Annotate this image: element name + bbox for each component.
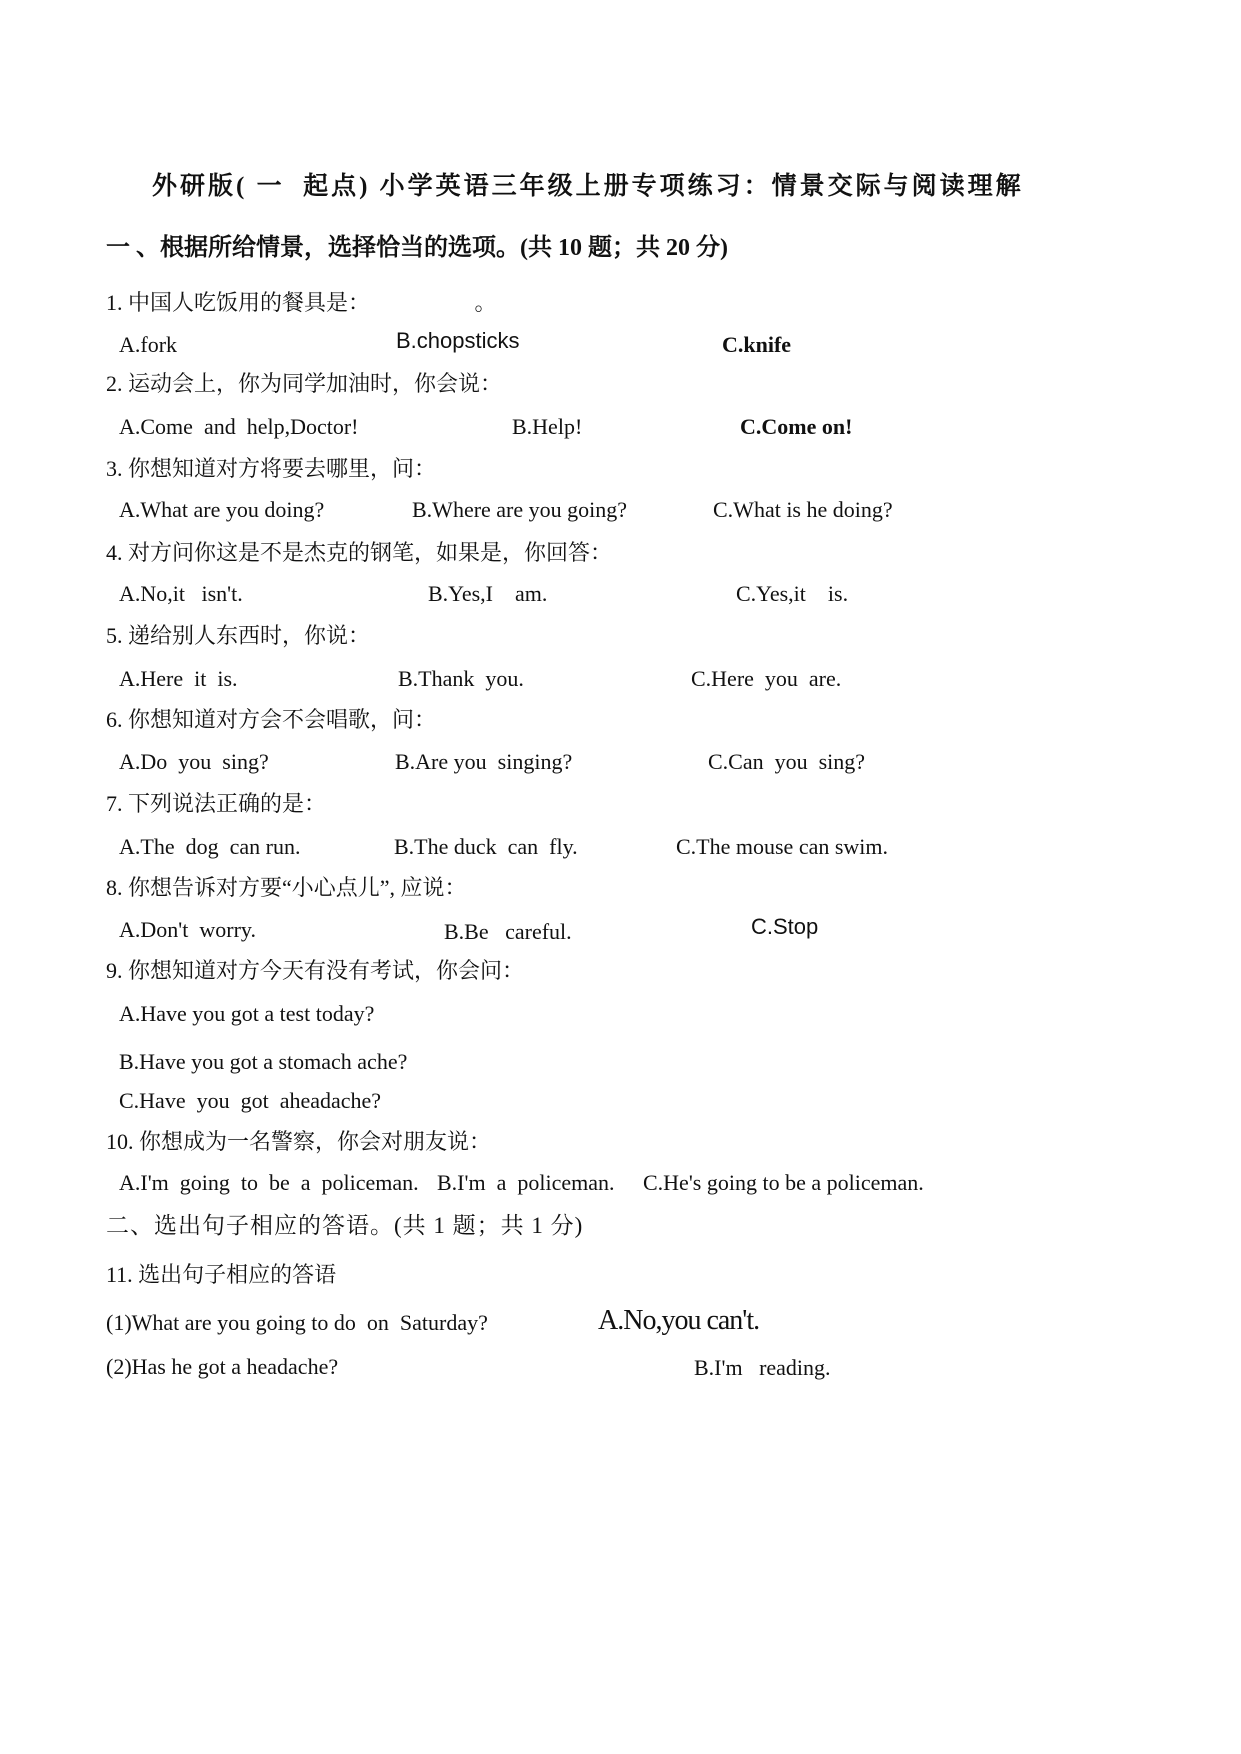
question-1-stem: 1. 中国人吃饭用的餐具是： 。 [106,290,497,315]
question-11-answer-b: B.I'm reading. [694,1355,831,1380]
question-7-stem: 7. 下列说法正确的是： [106,791,327,816]
question-5-option-c: C.Here you are. [691,666,842,691]
question-2-stem: 2. 运动会上，你为同学加油时，你会说： [106,371,503,396]
question-6-option-c: C.Can you sing? [708,749,866,774]
question-9-option-a: A.Have you got a test today? [119,1001,375,1026]
question-10-stem: 10. 你想成为一名警察，你会对朋友说： [106,1129,492,1154]
question-8-option-a: A.Don't worry. [119,917,256,942]
question-2-option-b: B.Help! [512,414,583,439]
question-11-answer-a: A.No,you can't. [598,1305,760,1336]
question-10-option-b: B.I'm a policeman. [437,1170,615,1195]
question-2-option-c: C.Come on! [740,414,853,439]
question-6-option-b: B.Are you singing? [395,749,573,774]
question-2-option-a: A.Come and help,Doctor! [119,414,359,439]
section-1-heading: 一 、根据所给情景，选择恰当的选项。(共 10 题；共 20 分) [106,235,728,261]
question-3-stem: 3. 你想知道对方将要去哪里，问： [106,456,437,481]
question-6-stem: 6. 你想知道对方会不会唱歌，问： [106,707,437,732]
question-11-sentence-2: (2)Has he got a headache? [106,1354,339,1379]
question-6-option-a: A.Do you sing? [119,749,269,774]
question-7-option-a: A.The dog can run. [119,834,301,859]
question-1-option-b: B.chopsticks [396,328,520,353]
question-3-option-c: C.What is he doing? [713,497,893,522]
question-9-option-c: C.Have you got aheadache? [119,1088,382,1113]
question-8-option-c: C.Stop [751,914,819,939]
question-9-stem: 9. 你想知道对方今天有没有考试，你会问： [106,958,525,983]
question-10-option-a: A.I'm going to be a policeman. [119,1170,419,1195]
section-2-heading: 二、选出句子相应的答语。(共 1 题；共 1 分) [106,1213,584,1238]
question-1-option-c: C.knife [722,332,792,357]
question-4-option-a: A.No,it isn't. [119,581,243,606]
question-8-option-b: B.Be careful. [444,919,572,944]
question-11-sentence-1: (1)What are you going to do on Saturday? [106,1310,488,1335]
question-4-option-c: C.Yes,it is. [736,581,849,606]
page-title: 外研版( 一 起点) 小学英语三年级上册专项练习：情景交际与阅读理解 [152,173,1024,200]
question-10-option-c: C.He's going to be a policeman. [643,1170,924,1195]
question-11-stem: 11. 选出句子相应的答语 [106,1262,337,1287]
question-7-option-b: B.The duck can fly. [394,834,578,859]
question-9-option-b: B.Have you got a stomach ache? [119,1049,408,1074]
question-3-option-a: A.What are you doing? [119,497,325,522]
question-1-option-a: A.fork [119,332,178,357]
question-5-stem: 5. 递给别人东西时，你说： [106,623,371,648]
question-4-stem: 4. 对方问你这是不是杰克的钢笔，如果是，你回答： [106,540,613,565]
question-7-option-c: C.The mouse can swim. [676,834,889,859]
question-3-option-b: B.Where are you going? [412,497,628,522]
question-8-stem: 8. 你想告诉对方要“小心点儿”, 应说： [106,875,467,900]
question-5-option-b: B.Thank you. [398,666,524,691]
question-5-option-a: A.Here it is. [119,666,238,691]
question-4-option-b: B.Yes,I am. [428,581,548,606]
